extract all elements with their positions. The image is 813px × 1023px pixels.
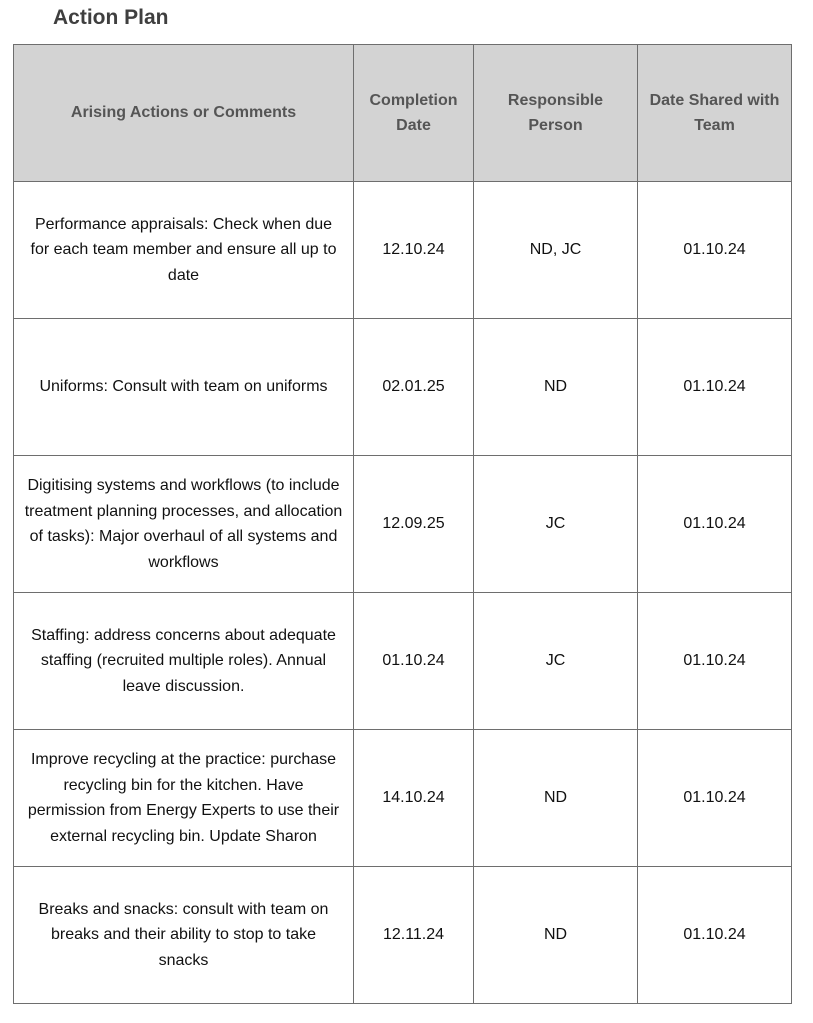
action-cell: Staffing: address concerns about adequate staffing (recruited multiple roles). Annual leave discussion. (14, 593, 354, 730)
action-cell: Improve recycling at the practice: purchase recycling bin for the kitchen. Have permission from Energy Experts to use their external recycling bin. Update Sharon (14, 730, 354, 867)
header-arising-actions: Arising Actions or Comments (14, 45, 354, 182)
action-cell: Digitising systems and workflows (to include treatment planning processes, and allocation of tasks): Major overhaul of all systems and workflows (14, 456, 354, 593)
date-shared-cell: 01.10.24 (638, 456, 792, 593)
responsible-person-cell: JC (474, 456, 638, 593)
responsible-person-cell: JC (474, 593, 638, 730)
table-row (14, 867, 792, 1004)
header-responsible-person: Responsible Person (474, 45, 638, 182)
completion-date-cell: 12.11.24 (354, 867, 474, 1004)
action-plan-table (13, 44, 792, 1004)
completion-date-cell: 02.01.25 (354, 319, 474, 456)
date-shared-cell: 01.10.24 (638, 319, 792, 456)
action-cell: Breaks and snacks: consult with team on breaks and their ability to stop to take snacks (14, 867, 354, 1004)
action-cell: Performance appraisals: Check when due for each team member and ensure all up to date (14, 182, 354, 319)
table-row (14, 593, 792, 730)
completion-date-cell: 12.10.24 (354, 182, 474, 319)
table-row (14, 182, 792, 319)
date-shared-cell: 01.10.24 (638, 182, 792, 319)
page-title: Action Plan (53, 6, 169, 29)
table-row (14, 456, 792, 593)
table-row (14, 730, 792, 867)
action-cell: Uniforms: Consult with team on uniforms (14, 319, 354, 456)
header-date-shared: Date Shared with Team (638, 45, 792, 182)
responsible-person-cell: ND (474, 730, 638, 867)
table-header-row (14, 45, 792, 182)
completion-date-cell: 12.09.25 (354, 456, 474, 593)
date-shared-cell: 01.10.24 (638, 867, 792, 1004)
completion-date-cell: 01.10.24 (354, 593, 474, 730)
date-shared-cell: 01.10.24 (638, 730, 792, 867)
responsible-person-cell: ND, JC (474, 182, 638, 319)
table-row (14, 319, 792, 456)
header-completion-date: Completion Date (354, 45, 474, 182)
completion-date-cell: 14.10.24 (354, 730, 474, 867)
responsible-person-cell: ND (474, 319, 638, 456)
date-shared-cell: 01.10.24 (638, 593, 792, 730)
responsible-person-cell: ND (474, 867, 638, 1004)
